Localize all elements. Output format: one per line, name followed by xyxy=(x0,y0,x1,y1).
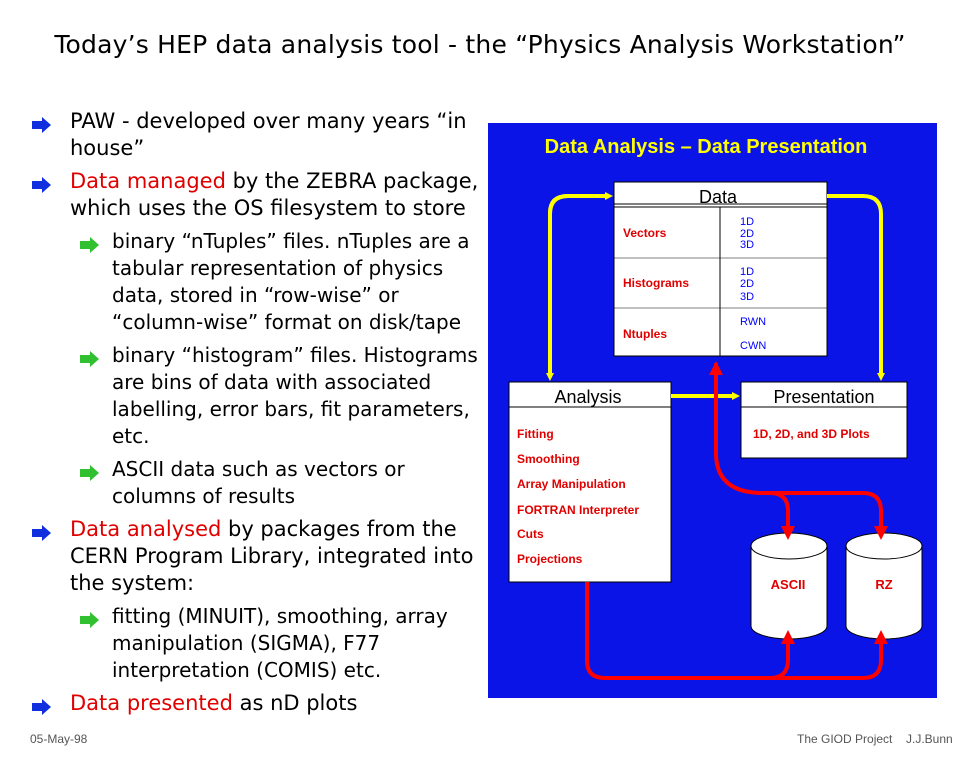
green-arrow-icon xyxy=(80,347,100,374)
rz-storage-cylinder xyxy=(846,533,922,639)
highlight-text: Data analysed xyxy=(70,517,222,541)
analysis-item: FORTRAN Interpreter xyxy=(517,503,640,517)
data-row-ntuples-dim-2: CWN xyxy=(740,340,767,352)
footer-author: J.J.Bunn xyxy=(906,732,953,746)
analysis-item: Array Manipulation xyxy=(517,477,626,491)
data-row-ntuples-dim-1: RWN xyxy=(740,316,767,328)
data-box xyxy=(614,182,827,356)
diagram-title: Data Analysis – Data Presentation xyxy=(544,136,868,158)
bullet-text: by the ZEBRA package, which uses the OS filesystem to store xyxy=(70,169,479,220)
bullet-text: fitting (MINUIT), smoothing, array manipulation (SIGMA), F77 interpretation (COMIS) etc. xyxy=(112,604,448,682)
footer-project: The GIOD Project xyxy=(797,732,893,746)
data-row-vectors: Vectors xyxy=(623,226,667,240)
data-row-vectors-dim-3: 3D xyxy=(740,239,755,251)
analysis-box-header: Analysis xyxy=(554,387,622,407)
bullet-text: binary “histogram” files. Histograms are bins of data with associated labelling, error bars, fit parameters, etc. xyxy=(112,343,478,448)
analysis-item: Projections xyxy=(517,552,583,566)
data-row-histograms-dim-1: 1D xyxy=(740,266,755,278)
bullet-item xyxy=(30,108,480,162)
bullet-list xyxy=(30,108,480,723)
analysis-item: Smoothing xyxy=(517,452,580,466)
ascii-label: ASCII xyxy=(770,577,806,592)
bullet-text: as nD plots xyxy=(232,691,358,715)
sub-bullet-item xyxy=(30,228,480,336)
data-row-vectors-dim-2: 2D xyxy=(740,228,755,240)
bullet-text: binary “nTuples” files. nTuples are a tabular representation of physics data, stored in “row-wise” or “column-wise” format on disk/tape xyxy=(112,229,470,334)
rz-label: RZ xyxy=(875,577,893,592)
data-box-header: Data xyxy=(698,187,738,207)
sub-bullet-item xyxy=(30,603,480,684)
green-arrow-icon xyxy=(80,461,100,488)
presentation-box-header: Presentation xyxy=(773,387,875,407)
data-row-histograms-dim-3: 3D xyxy=(740,291,755,303)
analysis-item: Fitting xyxy=(517,427,554,441)
footer-date: 05-May-98 xyxy=(30,732,88,746)
presentation-box xyxy=(741,382,907,458)
data-row-histograms: Histograms xyxy=(623,276,690,290)
blue-arrow-icon xyxy=(32,521,52,548)
blue-arrow-icon xyxy=(32,113,52,140)
blue-arrow-icon xyxy=(32,173,52,200)
bullet-item xyxy=(30,516,480,597)
bullet-item xyxy=(30,168,480,222)
bullet-text: ASCII data such as vectors or columns of results xyxy=(112,457,405,508)
data-row-ntuples: Ntuples xyxy=(623,327,668,341)
analysis-item: Cuts xyxy=(517,527,544,541)
ascii-storage-cylinder xyxy=(751,533,827,639)
analysis-box xyxy=(509,382,671,582)
green-arrow-icon xyxy=(80,233,100,260)
data-row-vectors-dim-1: 1D xyxy=(740,216,755,228)
bullet-text: PAW - developed over many years “in house” xyxy=(70,109,467,160)
data-analysis-diagram xyxy=(488,123,937,698)
sub-bullet-item xyxy=(30,456,480,510)
bullet-item xyxy=(30,690,480,717)
slide-title: Today’s HEP data analysis tool - the “Physics Analysis Workstation” xyxy=(54,30,906,59)
sub-bullet-item xyxy=(30,342,480,450)
highlight-text: Data managed xyxy=(70,169,226,193)
data-row-histograms-dim-2: 2D xyxy=(740,278,755,290)
highlight-text: Data presented xyxy=(70,691,233,715)
blue-arrow-icon xyxy=(32,695,52,722)
presentation-box-text: 1D, 2D, and 3D Plots xyxy=(753,427,870,441)
bullet-text: by packages from the CERN Program Library, integrated into the system: xyxy=(70,517,474,595)
green-arrow-icon xyxy=(80,608,100,635)
